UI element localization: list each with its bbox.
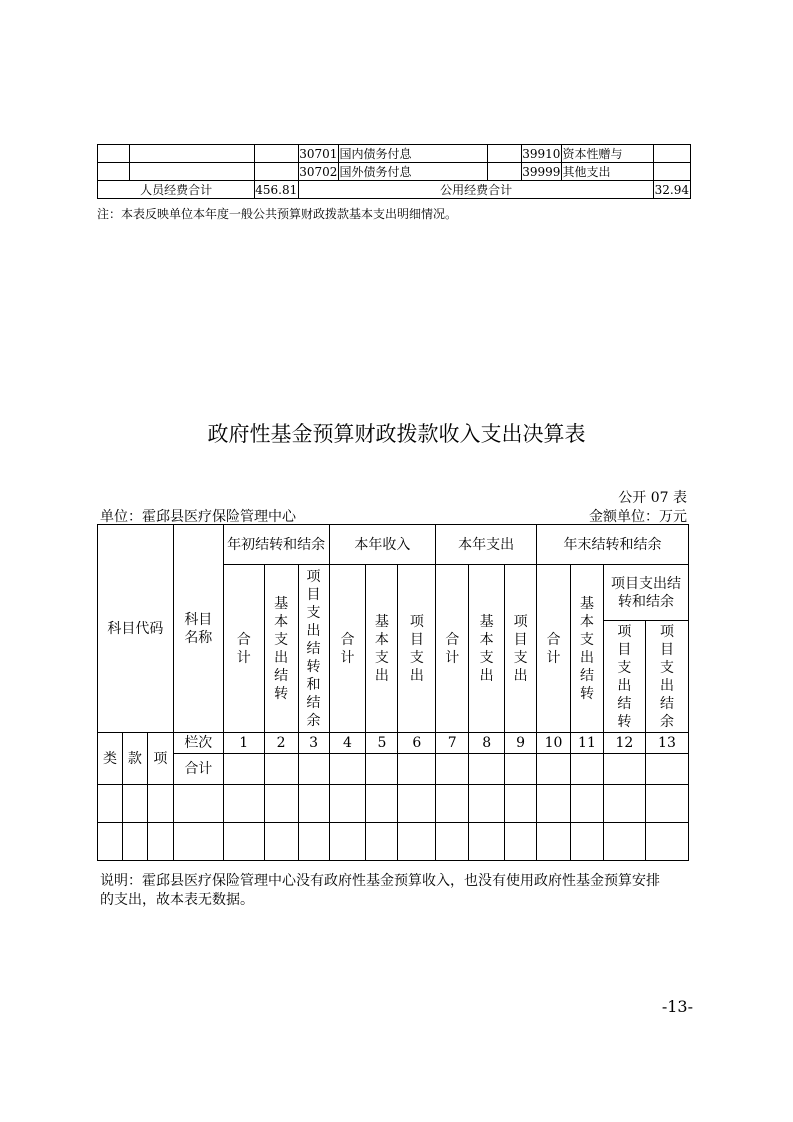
subject-name-header: 科目名称 xyxy=(173,525,223,733)
expense-code: 30702 xyxy=(299,164,338,179)
expense-code: 39999 xyxy=(522,164,561,179)
basic-expense-detail-table xyxy=(97,144,691,199)
begin-project-carry-balance-header: 项目支出结转和结余 xyxy=(298,565,329,733)
expense-total-header: 合计 xyxy=(436,565,469,733)
expense-name: 资本性赠与 xyxy=(562,145,654,163)
kuan-header: 款 xyxy=(122,733,147,785)
expense-name: 国内债务付息 xyxy=(339,145,487,163)
gov-fund-table xyxy=(97,524,689,861)
column-number: 7 xyxy=(436,733,469,754)
lei-header: 类 xyxy=(98,733,123,785)
total-row xyxy=(98,754,689,785)
income-project-header: 项目支出 xyxy=(398,565,436,733)
column-number: 10 xyxy=(537,733,571,754)
begin-basic-carry-header: 基本支出结转 xyxy=(264,565,298,733)
group-end-header: 年末结转和结余 xyxy=(537,525,689,565)
column-number-row xyxy=(98,733,689,754)
table-code: 公开 07 表 xyxy=(618,490,687,506)
table-row xyxy=(98,181,691,199)
end-total-header: 合计 xyxy=(537,565,571,733)
income-total-header: 合计 xyxy=(329,565,366,733)
expense-name: 国外债务付息 xyxy=(339,163,487,181)
public-total-value: 32.94 xyxy=(654,182,689,197)
amount-unit: 金额单位：万元 xyxy=(589,509,687,525)
table-row xyxy=(98,785,689,823)
explanation-line-1: 说明：霍邱县医疗保险管理中心没有政府性基金预算收入，也没有使用政府性基金预算安排 xyxy=(100,873,660,889)
column-no-label: 栏次 xyxy=(173,733,223,754)
column-number: 3 xyxy=(298,733,329,754)
group-expense-header: 本年支出 xyxy=(436,525,537,565)
public-total-label: 公用经费合计 xyxy=(299,181,654,199)
group-begin-header: 年初结转和结余 xyxy=(223,525,329,565)
personnel-total-label: 人员经费合计 xyxy=(98,181,255,199)
end-project-carry-header: 项目支出结转 xyxy=(603,621,645,733)
income-basic-header: 基本支出 xyxy=(366,565,398,733)
page-title: 政府性基金预算财政拨款收入支出决算表 xyxy=(207,422,586,446)
column-number: 11 xyxy=(571,733,604,754)
end-project-balance-header: 项目支出结余 xyxy=(645,621,688,733)
total-row-label: 合计 xyxy=(173,754,223,785)
column-number: 8 xyxy=(469,733,505,754)
end-basic-carry-header: 基本支出结转 xyxy=(571,565,604,733)
expense-basic-header: 基本支出 xyxy=(469,565,505,733)
column-number: 4 xyxy=(329,733,366,754)
table-row xyxy=(98,823,689,861)
column-number: 2 xyxy=(264,733,298,754)
unit-label: 单位：霍邱县医疗保险管理中心 xyxy=(100,509,296,525)
column-number: 9 xyxy=(505,733,537,754)
subject-code-header: 科目代码 xyxy=(98,525,174,733)
column-number: 6 xyxy=(398,733,436,754)
table-row xyxy=(98,163,691,181)
table-note: 注：本表反映单位本年度一般公共预算财政拨款基本支出明细情况。 xyxy=(97,207,458,221)
page-number: -13- xyxy=(661,997,693,1016)
expense-code: 39910 xyxy=(522,146,561,161)
xiang-header: 项 xyxy=(147,733,173,785)
group-income-header: 本年收入 xyxy=(329,525,436,565)
column-number: 1 xyxy=(223,733,264,754)
end-project-group-header: 项目支出结转和结余 xyxy=(603,565,688,621)
begin-total-header: 合计 xyxy=(223,565,264,733)
explanation-line-2: 的支出，故本表无数据。 xyxy=(100,892,254,908)
column-number: 12 xyxy=(603,733,645,754)
column-number: 13 xyxy=(645,733,688,754)
table-row xyxy=(98,145,691,163)
expense-code: 30701 xyxy=(299,146,338,161)
personnel-total-value: 456.81 xyxy=(255,182,298,197)
expense-project-header: 项目支出 xyxy=(505,565,537,733)
column-number: 5 xyxy=(366,733,398,754)
expense-name: 其他支出 xyxy=(562,163,654,181)
